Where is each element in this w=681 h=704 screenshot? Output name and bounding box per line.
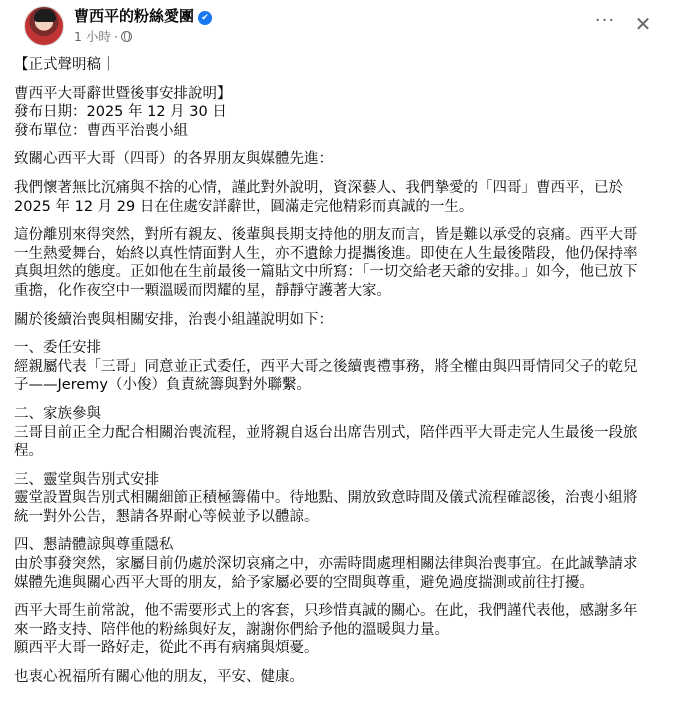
- announcement-paragraph: 我們懷著無比沉痛與不捨的心情，謹此對外說明，資深藝人、我們摯愛的「四哥」曹西平，已於 2025 年 12 月 29 日在住處安詳辭世，圓滿走完他精彩而真誠的一生。: [14, 179, 623, 215]
- section-privacy: 四、懇請體諒與尊重隱私 由於事發突然，家屬目前仍處於深切哀痛之中，亦需時間處理相關法律與治喪事宜。在此誠摯請求 媒體先進與關心西平大哥的朋友，給予家屬必要的空間與尊重，避免過度揣測或前往打擾。: [14, 537, 638, 591]
- section-memorial: 三、靈堂與告別式安排 靈堂設置與告別式相關細節正積極籌備中。待地點、開放致意時間及儀式流程確認後，治喪小組將 統一對外公告，懇請各界耐心等候並予以體諒。: [14, 471, 638, 525]
- post-body: [12, 56, 669, 687]
- meta-separator: ·: [113, 29, 118, 44]
- statement-title-and-release-info: 曹西平大哥辭世暨後事安排說明】 發布日期：2025 年 12 月 30 日 發布單位：曹西平治喪小組: [14, 85, 232, 139]
- more-options-button[interactable]: ···: [594, 10, 616, 31]
- post-header: [12, 0, 669, 56]
- close-button[interactable]: ✕: [634, 12, 652, 36]
- statement-heading: 【正式聲明稿｜: [14, 57, 116, 73]
- thanks-paragraph: 西平大哥生前常說，他不需要形式上的客套，只珍惜真誠的關心。在此，我們謹代表他，感謝多年 來一路支持、陪伴他的粉絲與好友，謝謝你們給予他的溫暖與力量。 願西平大哥一路好走，從此不再有病痛與煩憂。: [14, 603, 638, 657]
- post-timestamp[interactable]: 1 小時: [74, 29, 111, 44]
- page-name[interactable]: 曹西平的粉絲愛團: [74, 7, 195, 25]
- tribute-paragraph: 這份離別來得突然，對所有親友、後輩與長期支持他的朋友而言，皆是難以承受的哀痛。西平大哥 一生熱愛舞台，始終以真性情面對人生，亦不遺餘力提攜後進。即使在人生最後階段，他仍保持率 真與坦然的態度。正如他在生前最後一篇貼文中所寫：「一切交給老天爺的安排。」如今，他已放下 重擔，化作夜空中一顆溫暖而閃耀的星，靜靜守護著大家。: [14, 227, 638, 299]
- page-name-link[interactable]: [74, 6, 212, 26]
- page-avatar[interactable]: [24, 6, 64, 46]
- closing-paragraph: 也衷心祝福所有關心他的朋友，平安、健康。: [14, 669, 304, 686]
- post-meta: [74, 29, 132, 45]
- public-audience-globe-icon[interactable]: [121, 31, 132, 42]
- section-family: 二、家族參與 三哥目前正全力配合相關治喪流程，並將親自返台出席告別式，陪伴西平大哥走完人生最後一段旅 程。: [14, 405, 638, 460]
- arrangements-intro: 關於後續治喪與相關安排，治喪小組謹說明如下：: [14, 311, 333, 328]
- verified-badge-icon: ✔: [198, 11, 212, 25]
- section-appointment: 一、委任安排 經親屬代表「三哥」同意並正式委任，西平大哥之後續喪禮事務，將全權由與四哥情同父子的乾兒 子——Jeremy（小俊）負責統籌與對外聯繫。: [14, 340, 638, 394]
- salutation-paragraph: 致關心西平大哥（四哥）的各界朋友與媒體先進：: [14, 151, 333, 168]
